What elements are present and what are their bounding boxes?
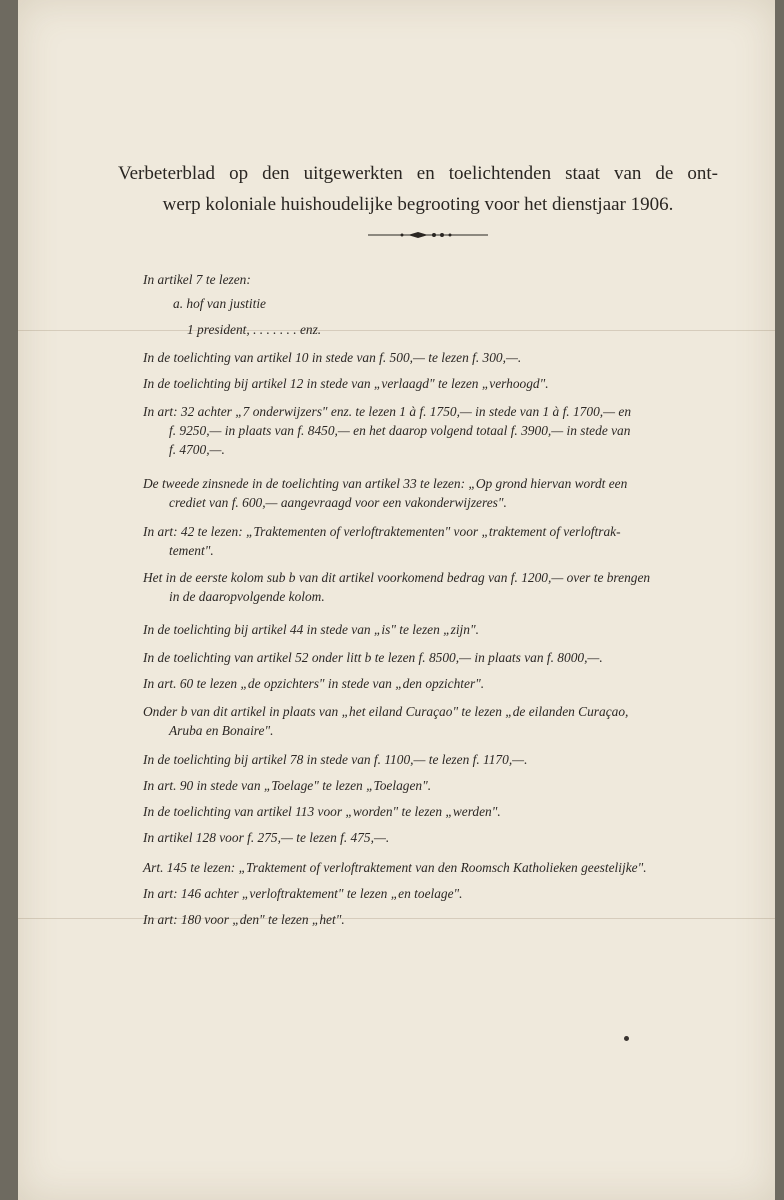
entry-text: In art: 180 voor „den" te lezen „het". (143, 912, 345, 927)
entry-text: De tweede zinsnede in de toelichting van artikel 33 te lezen: „Op grond hiervan wordt een (143, 476, 628, 491)
entry-continuation: f. 9250,— in plaats van f. 8450,— en het daarop volgend totaal f. 3900,— in stede van (169, 423, 631, 438)
entry-text: In art: 146 achter „verloftraktement" te lezen „en toelage". (143, 886, 463, 901)
correction-entry (187, 320, 784, 339)
entry-text: In de toelichting bij artikel 12 in stede van „verlaagd" te lezen „verhoogd". (143, 376, 549, 391)
correction-entry (143, 348, 743, 367)
correction-entry (143, 674, 743, 693)
document-sheet (18, 0, 775, 1200)
entry-text: Het in de eerste kolom sub b van dit artikel voorkomend bedrag van f. 1200,— over te brengen (143, 570, 651, 585)
entry-text: In de toelichting van artikel 113 voor „worden" te lezen „werden". (143, 804, 501, 819)
correction-entry (143, 620, 743, 639)
title-line: werp koloniale huishoudelijke begrooting voor het dienstjaar 1906. (162, 194, 674, 215)
entry-text: 1 president, . . . . . . . enz. (187, 322, 322, 337)
entry-text: In de toelichting bij artikel 78 in stede van f. 1100,— te lezen f. 1170,—. (143, 752, 528, 767)
correction-entry (143, 776, 743, 795)
ink-spot (624, 1036, 629, 1041)
correction-entry (143, 802, 743, 821)
entry-text: In art: 32 achter „7 onderwijzers" enz. te lezen 1 à f. 1750,— in stede van 1 à f. 1700,— en (143, 404, 632, 419)
correction-entry (143, 522, 743, 560)
entry-continuation: crediet van f. 600,— aangevraagd voor een vakonderwijzeres". (169, 495, 507, 510)
correction-entry (143, 568, 743, 606)
correction-entry (173, 294, 773, 313)
title-line: Verbeterblad op den uitgewerkten en toelichtenden staat van de ont- (118, 163, 718, 184)
correction-entry (143, 402, 743, 459)
correction-entry (143, 270, 743, 289)
entry-text: In art. 60 te lezen „de opzichters" in stede van „den opzichter". (143, 676, 485, 691)
correction-entry (143, 884, 743, 903)
entry-text: In artikel 7 te lezen: (143, 272, 251, 287)
entry-text: Onder b van dit artikel in plaats van „het eiland Curaçao" te lezen „de eilanden Curaçao, (143, 704, 629, 719)
entry-continuation: tement". (169, 543, 214, 558)
document-title (118, 158, 718, 220)
correction-entry (143, 858, 743, 877)
correction-entry (143, 910, 743, 929)
entry-text: In de toelichting van artikel 52 onder litt b te lezen f. 8500,— in plaats van f. 8000,—. (143, 650, 603, 665)
entry-text: a. hof van justitie (173, 296, 266, 311)
correction-entry (143, 374, 743, 393)
entry-continuation: Aruba en Bonaire". (169, 723, 274, 738)
ornament-divider-icon (368, 230, 488, 240)
correction-entry (143, 750, 743, 769)
entry-text: In de toelichting bij artikel 44 in stede van „is" te lezen „zijn". (143, 622, 479, 637)
correction-entry (143, 828, 743, 847)
entry-text: In de toelichting van artikel 10 in stede van f. 500,— te lezen f. 300,—. (143, 350, 522, 365)
correction-entry (143, 648, 743, 667)
entry-text: Art. 145 te lezen: „Traktement of verloftraktement van den Roomsch Katholieken geestelijke". (143, 860, 647, 875)
entry-continuation: in de daaropvolgende kolom. (169, 589, 325, 604)
correction-entry (143, 474, 743, 512)
entry-continuation: f. 4700,—. (169, 442, 225, 457)
correction-entry (143, 702, 743, 740)
entry-text: In art. 90 in stede van „Toelage" te lezen „Toelagen". (143, 778, 432, 793)
entry-text: In artikel 128 voor f. 275,— te lezen f. 475,—. (143, 830, 390, 845)
entry-text: In art: 42 te lezen: „Traktementen of verloftraktementen" voor „traktement of verloftrak- (143, 524, 621, 539)
